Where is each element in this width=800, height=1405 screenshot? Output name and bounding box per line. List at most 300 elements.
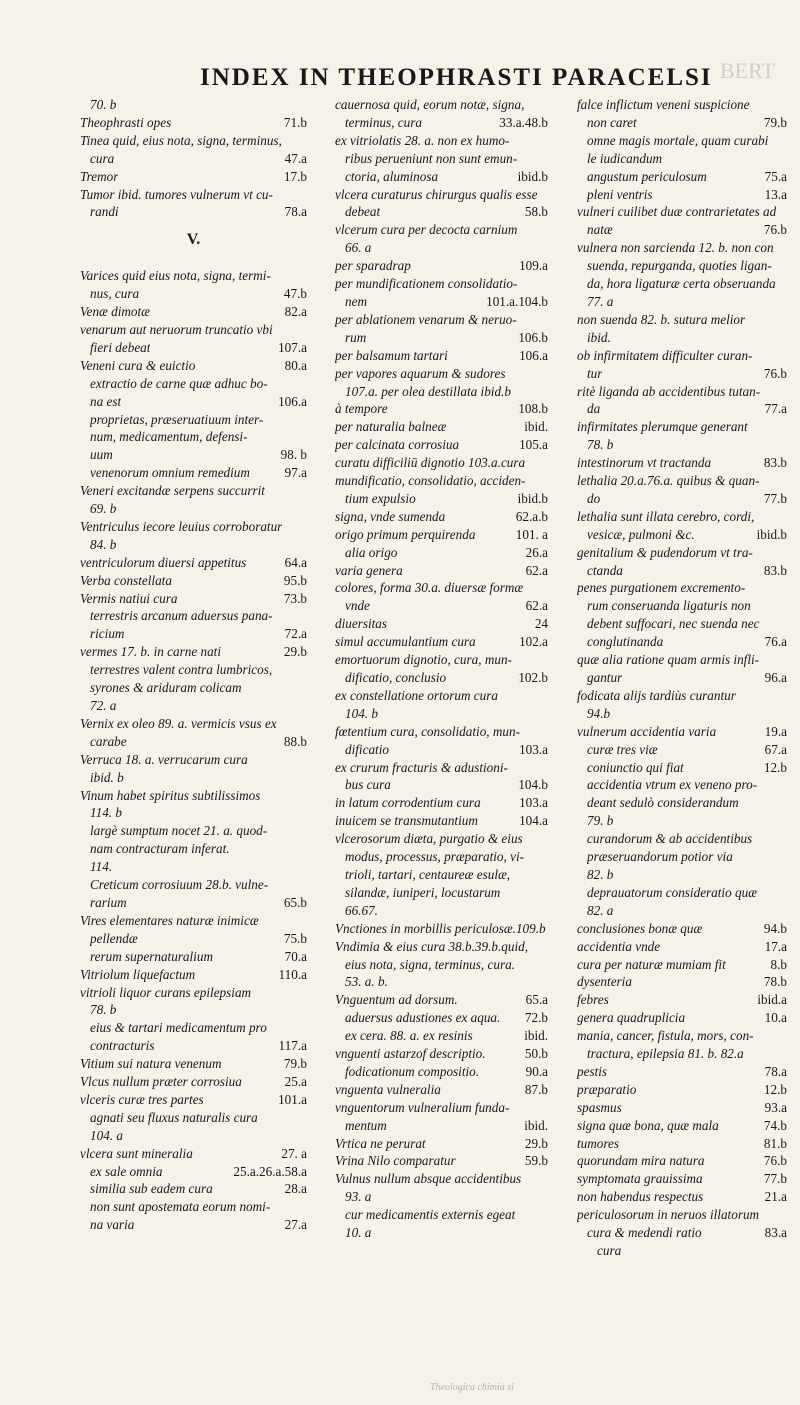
entry-text: varia genera: [335, 562, 403, 578]
entry-text: lethalia 20.a.76.a. quibus & quan-: [577, 473, 760, 489]
index-entry: [80, 411, 307, 429]
entry-text: Vlcus nullum præter corrosiua: [80, 1074, 242, 1090]
index-entry: [80, 715, 307, 733]
index-entry: [80, 1073, 307, 1091]
entry-text: cur medicamentis externis egeat: [345, 1207, 516, 1223]
index-entry: [335, 347, 548, 365]
index-entry: [80, 339, 307, 357]
entry-text: per ablationem venarum & neruo-: [335, 311, 517, 327]
entry-text: Vitium sui natura venenum: [80, 1056, 222, 1072]
page-reference: 10.a: [764, 1010, 787, 1026]
entry-text: debent suffocari, nec suenda nec: [587, 616, 760, 632]
entry-text: 77. a: [587, 293, 614, 309]
page-reference: 12.b: [763, 759, 787, 775]
page-reference: 78.b: [763, 974, 787, 990]
page-reference: 80.a: [284, 357, 307, 373]
index-entry: [577, 490, 787, 508]
index-entry: [335, 490, 548, 508]
index-entry: [577, 203, 787, 221]
page-reference: 83.b: [763, 562, 787, 578]
index-entry: [577, 1152, 787, 1170]
page-reference: ibid.b: [517, 168, 548, 184]
entry-text: eius & tartari medicamentum pro: [90, 1020, 267, 1036]
page-reference: 28.a: [284, 1181, 307, 1197]
index-entry: [80, 1216, 307, 1234]
index-entry: [80, 1198, 307, 1216]
entry-text: per sparadrap: [335, 258, 411, 274]
index-entry: [335, 544, 548, 562]
index-entry: [577, 1170, 787, 1188]
entry-text: 107.a. per olea destillata ibid.b: [345, 383, 511, 399]
entry-text: ctoria, aluminosa: [345, 168, 439, 184]
page-reference: 65.b: [283, 894, 307, 910]
entry-text: præparatio: [577, 1081, 637, 1097]
index-entry: [335, 579, 548, 597]
index-entry: [335, 1117, 548, 1135]
index-entry: [80, 1109, 307, 1127]
index-entry: [335, 794, 548, 812]
page-reference: 25.a: [284, 1074, 307, 1090]
index-entry: [335, 1045, 548, 1063]
entry-text: pestis: [577, 1063, 608, 1079]
entry-text: dificatio: [345, 741, 389, 757]
index-entry: [80, 966, 307, 984]
index-entry: [80, 840, 307, 858]
section-letter: V.: [186, 231, 201, 249]
entry-text: da, hora ligaturæ certa obseruanda: [587, 276, 776, 292]
index-entry: [335, 526, 548, 544]
entry-text: ritè liganda ab accidentibus tutan-: [577, 383, 761, 399]
page-reference: 107.a: [278, 339, 307, 355]
entry-text: per naturalia balneæ: [335, 419, 447, 435]
entry-text: ribus perueniunt non sunt emun-: [345, 150, 518, 166]
index-entry: [577, 526, 787, 544]
entry-text: agnati seu fluxus naturalis cura: [90, 1109, 258, 1125]
page-reference: 62.a.b: [515, 508, 548, 524]
entry-text: contracturis: [90, 1038, 155, 1054]
entry-text: 69. b: [90, 501, 117, 517]
index-entry: [80, 114, 307, 132]
entry-text: Verba constellata: [80, 572, 172, 588]
index-entry: [577, 1063, 787, 1081]
index-entry: [80, 554, 307, 572]
entry-text: fodicata alijs tardiùs curantur: [577, 687, 736, 703]
index-entry: [335, 1152, 548, 1170]
page-reference: 19.a: [764, 723, 787, 739]
index-entry: [80, 96, 307, 114]
entry-text: similia sub eadem cura: [90, 1181, 213, 1197]
index-entry: [577, 1027, 787, 1045]
entry-text: proprietas, præseruatiuum inter-: [90, 411, 264, 427]
entry-text: vnguenti astarzof descriptio.: [335, 1046, 486, 1062]
page-reference: 87.b: [524, 1081, 548, 1097]
entry-text: do: [587, 490, 601, 506]
entry-text: Veneri excitandæ serpens succurrit: [80, 483, 265, 499]
index-entry: [577, 508, 787, 526]
entry-text: emortuorum dignotio, cura, mun-: [335, 652, 512, 668]
index-entry: [80, 464, 307, 482]
index-entry: [80, 1019, 307, 1037]
index-entry: [335, 938, 548, 956]
entry-text: extractio de carne quæ adhuc bo-: [90, 375, 268, 391]
index-entry: [577, 221, 787, 239]
entry-text: vulnerum accidentia varia: [577, 723, 717, 739]
entry-text: pellendæ: [90, 930, 138, 946]
index-entry: [577, 383, 787, 401]
index-entry: [577, 830, 787, 848]
index-entry: [577, 687, 787, 705]
entry-text: deprauatorum consideratio quæ: [587, 884, 757, 900]
page-reference: 21.a: [764, 1189, 787, 1205]
page-reference: ibid.a: [757, 992, 787, 1008]
page-reference: 77.a: [764, 401, 787, 417]
index-entry: [335, 472, 548, 490]
entry-text: signa, vnde sumenda: [335, 508, 446, 524]
index-entry: [335, 1063, 548, 1081]
page-reference: 33.a.48.b: [499, 114, 548, 130]
entry-text: genitalium & pudendorum vt tra-: [577, 544, 753, 560]
entry-text: dysenteria: [577, 974, 632, 990]
entry-text: in latum corrodentium cura: [335, 795, 481, 811]
entry-text: vlcerum cura per decocta carnium: [335, 222, 518, 238]
index-entry: [80, 1037, 307, 1055]
page-reference: 17.b: [283, 168, 307, 184]
index-entry: [577, 293, 787, 311]
page-reference: 78.a: [284, 204, 307, 220]
entry-text: ctanda: [587, 562, 623, 578]
entry-text: Vulnus nullum absque accidentibus: [335, 1171, 522, 1187]
entry-text: 84. b: [90, 536, 117, 552]
page-reference: 104.b: [518, 777, 548, 793]
page-reference: 26.a: [525, 544, 548, 560]
index-entry: [335, 150, 548, 168]
index-entry: [80, 267, 307, 285]
entry-text: 66. a: [345, 240, 372, 256]
entry-text: omne magis mortale, quam curabi: [587, 132, 769, 148]
index-entry: [335, 400, 548, 418]
entry-text: 93. a: [345, 1189, 372, 1205]
index-entry: [335, 1081, 548, 1099]
index-entry: [577, 436, 787, 454]
page-reference: 106.b: [518, 329, 548, 345]
entry-text: Vinum habet spiritus subtilissimos: [80, 787, 261, 803]
index-entry: [577, 186, 787, 204]
index-entry: [577, 956, 787, 974]
entry-text: vermes 17. b. in carne nati: [80, 644, 222, 660]
page-reference: 94.b: [763, 920, 787, 936]
page-reference: 105.a: [519, 437, 548, 453]
index-entry: [577, 705, 787, 723]
entry-text: curandorum & ab accidentibus: [587, 831, 753, 847]
page-reference: 62.a: [525, 598, 548, 614]
index-entry: [80, 697, 307, 715]
entry-text: terrestris arcanum aduersus pana-: [90, 608, 273, 624]
entry-text: fodicationum compositio.: [345, 1063, 480, 1079]
index-entry: [335, 920, 548, 938]
index-entry: [80, 733, 307, 751]
index-entry: [335, 776, 548, 794]
index-entry: [80, 518, 307, 536]
entry-text: Theophrasti opes: [80, 114, 172, 130]
entry-text: bus cura: [345, 777, 391, 793]
index-column-2: [335, 96, 548, 1242]
index-entry: [335, 991, 548, 1009]
entry-text: origo primum perquirenda: [335, 526, 476, 542]
index-entry: [577, 723, 787, 741]
entry-text: 114. b: [90, 805, 122, 821]
entry-text: fieri debeat: [90, 339, 151, 355]
index-entry: [335, 257, 548, 275]
index-entry: [80, 661, 307, 679]
entry-text: intestinorum vt tractanda: [577, 455, 712, 471]
entry-text: randi: [90, 204, 119, 220]
index-entry: [577, 418, 787, 436]
index-entry: [335, 186, 548, 204]
index-entry: [335, 168, 548, 186]
index-entry: [335, 723, 548, 741]
entry-text: mentum: [345, 1117, 387, 1133]
index-entry: [80, 536, 307, 554]
entry-text: pleni ventris: [587, 186, 653, 202]
entry-text: rum conseruanda ligaturis non: [587, 598, 751, 614]
index-entry: [577, 902, 787, 920]
page-reference: 83.a: [764, 1225, 787, 1241]
page-reference: 110.a: [278, 966, 307, 982]
page-reference: 106.a: [519, 347, 548, 363]
index-entry: [577, 741, 787, 759]
entry-text: nem: [345, 293, 367, 309]
page-reference: 102.a: [519, 634, 548, 650]
index-entry: [80, 643, 307, 661]
index-entry: [80, 948, 307, 966]
index-entry: [335, 275, 548, 293]
page-reference: 77.b: [763, 490, 787, 506]
entry-text: rarium: [90, 894, 127, 910]
index-entry: [335, 830, 548, 848]
entry-text: terminus, cura: [345, 114, 422, 130]
index-entry: [577, 579, 787, 597]
page-reference: 95.b: [283, 572, 307, 588]
entry-text: angustum periculosum: [587, 168, 707, 184]
page-reference: 106.a: [278, 393, 307, 409]
entry-text: vlcera curaturus chirurgus qualis esse: [335, 186, 538, 202]
entry-text: nam contracturam inferat.: [90, 841, 230, 857]
index-entry: [335, 597, 548, 615]
index-entry: [80, 876, 307, 894]
entry-text: ricium: [90, 626, 125, 642]
index-entry: [577, 257, 787, 275]
page-reference: 70.a: [284, 948, 307, 964]
page-reference: 47.a: [284, 150, 307, 166]
entry-text: simul accumulantium cura: [335, 634, 476, 650]
entry-text: venenorum omnium remedium: [90, 465, 250, 481]
page-reference: 25.a.26.a.58.a: [233, 1163, 307, 1179]
entry-text: vulneri cuilibet duæ contrarietates ad: [577, 204, 777, 220]
page-reference: 96.a: [764, 670, 787, 685]
entry-text: nus, cura: [90, 286, 140, 302]
entry-text: non suenda 82. b. sutura melior: [577, 311, 746, 327]
page-reference: 81.b: [763, 1135, 787, 1151]
page-reference: ibid.: [524, 1117, 548, 1133]
page-reference: 71.b: [283, 114, 307, 130]
index-entry: [577, 1242, 787, 1260]
index-entry: [335, 848, 548, 866]
page-reference: 47.b: [283, 286, 307, 302]
index-entry: [80, 446, 307, 464]
entry-text: genera quadruplicia: [577, 1010, 686, 1026]
page-title: INDEX IN THEOPHRASTI PARACELSI: [200, 64, 713, 91]
entry-text: curæ tres viæ: [587, 741, 658, 757]
entry-text: Vnguentum ad dorsum.: [335, 992, 458, 1008]
entry-text: cura: [90, 150, 115, 166]
index-entry: [577, 1045, 787, 1063]
entry-text: na varia: [90, 1217, 135, 1233]
index-entry: [577, 1135, 787, 1153]
entry-text: mundificatio, consolidatio, acciden-: [335, 473, 526, 489]
index-entry: [80, 321, 307, 339]
entry-text: non sunt apostemata eorum nomi-: [90, 1199, 271, 1215]
entry-text: tur: [587, 365, 603, 381]
entry-text: 72. a: [90, 698, 117, 713]
index-entry: [577, 311, 787, 329]
page-reference: 102.b: [518, 670, 548, 685]
entry-text: le iudicandum: [587, 150, 663, 166]
entry-text: non habendus respectus: [577, 1189, 704, 1205]
index-entry: [335, 1027, 548, 1045]
page-reference: 77.b: [763, 1171, 787, 1187]
index-entry: [80, 1001, 307, 1019]
entry-text: cauernosa quid, eorum notæ, signa,: [335, 97, 525, 112]
page-reference: 72.b: [524, 1010, 548, 1026]
entry-text: falce inflictum veneni suspicione: [577, 97, 750, 112]
index-entry: [577, 1081, 787, 1099]
page-reference: 65.a: [525, 992, 548, 1008]
index-entry: [80, 428, 307, 446]
index-entry: [80, 1163, 307, 1181]
page-reference: 24: [534, 616, 548, 632]
index-entry: [577, 347, 787, 365]
page-footer: Theologica chimia si: [430, 1382, 514, 1393]
index-entry: [335, 884, 548, 902]
entry-text: alia origo: [345, 544, 398, 560]
index-entry: [335, 418, 548, 436]
page-reference: ibid.: [524, 419, 548, 435]
index-entry: [577, 812, 787, 830]
index-entry: [80, 751, 307, 769]
entry-text: cura per naturæ mumiam fit: [577, 956, 726, 972]
index-entry: [80, 984, 307, 1002]
index-entry: [335, 1206, 548, 1224]
page-reference: 76.b: [763, 365, 787, 381]
page-reference: 101.a.104.b: [486, 293, 548, 309]
page-reference: 78.a: [764, 1063, 787, 1079]
index-entry: [335, 1135, 548, 1153]
entry-text: vlceris curæ tres partes: [80, 1091, 204, 1107]
index-entry: [80, 804, 307, 822]
entry-text: uum: [90, 447, 113, 463]
entry-text: ex cera. 88. a. ex resinis: [345, 1028, 473, 1044]
entry-text: signa quæ bona, quæ mala: [577, 1117, 719, 1133]
index-entry: [335, 383, 548, 401]
index-entry: [335, 203, 548, 221]
index-entry: [80, 1091, 307, 1109]
index-entry: [80, 482, 307, 500]
entry-text: venarum aut neruorum truncatio vbi: [80, 321, 273, 337]
page-reference: 93.a: [764, 1099, 787, 1115]
entry-text: per calcinata corrosiua: [335, 437, 460, 453]
entry-text: aduersus adustiones ex aqua.: [345, 1010, 501, 1026]
entry-text: natæ: [587, 222, 613, 238]
index-entry: [80, 393, 307, 411]
entry-text: ex constellatione ortorum cura: [335, 687, 498, 703]
entry-text: Veneni cura & euictio: [80, 357, 196, 373]
index-entry: [80, 285, 307, 303]
index-entry: [577, 150, 787, 168]
index-entry: [577, 794, 787, 812]
index-entry: [80, 132, 307, 150]
entry-text: ibid.: [587, 329, 611, 345]
index-entry: [577, 633, 787, 651]
index-entry: [335, 902, 548, 920]
page-reference: 73.b: [283, 590, 307, 606]
entry-text: spasmus: [577, 1099, 622, 1115]
entry-text: per balsamum tartari: [335, 347, 448, 363]
entry-text: num, medicamentum, defensi-: [90, 429, 248, 445]
page-reference: 62.a: [525, 562, 548, 578]
index-entry: [80, 186, 307, 204]
entry-text: vlcera sunt mineralia: [80, 1145, 193, 1161]
entry-text: 94.b: [587, 705, 611, 721]
index-entry: [80, 168, 307, 186]
index-entry: [577, 938, 787, 956]
index-entry: [335, 239, 548, 257]
entry-text: vnguenta vulneralia: [335, 1081, 441, 1097]
index-entry: [335, 365, 548, 383]
entry-text: 10. a: [345, 1225, 372, 1241]
index-entry: [335, 615, 548, 633]
page-reference: 103.a: [519, 795, 548, 811]
entry-text: Varices quid eius nota, signa, termi-: [80, 268, 271, 284]
index-entry: [335, 562, 548, 580]
index-entry: [80, 822, 307, 840]
entry-text: febres: [577, 992, 609, 1008]
entry-text: fœtentium cura, consolidatio, mun-: [335, 723, 520, 739]
index-entry: [577, 472, 787, 490]
index-entry: [80, 303, 307, 321]
index-column-3: [577, 96, 787, 1260]
entry-text: Vndimia & eius cura 38.b.39.b.quid,: [335, 938, 529, 954]
entry-text: periculosorum in neruos illatorum: [577, 1207, 760, 1223]
index-entry: [577, 114, 787, 132]
index-entry: [335, 705, 548, 723]
index-entry: [335, 1009, 548, 1027]
index-entry: [80, 590, 307, 608]
index-entry: [80, 679, 307, 697]
entry-text: mania, cancer, fistula, mors, con-: [577, 1028, 754, 1044]
page-reference: 17.a: [764, 938, 787, 954]
entry-text: Vernix ex oleo 89. a. vermicis vsus ex: [80, 715, 277, 731]
entry-text: na est: [90, 393, 122, 409]
page-reference: 75.a: [764, 168, 787, 184]
entry-text: 82. b: [587, 866, 614, 882]
index-entry: [335, 436, 548, 454]
index-entry: [577, 920, 787, 938]
entry-text: vulnera non sarcienda 12. b. non con: [577, 240, 774, 256]
index-entry: [335, 687, 548, 705]
index-entry: [80, 500, 307, 518]
entry-text: deant sedulò considerandum: [587, 795, 739, 811]
index-entry: [335, 1224, 548, 1242]
